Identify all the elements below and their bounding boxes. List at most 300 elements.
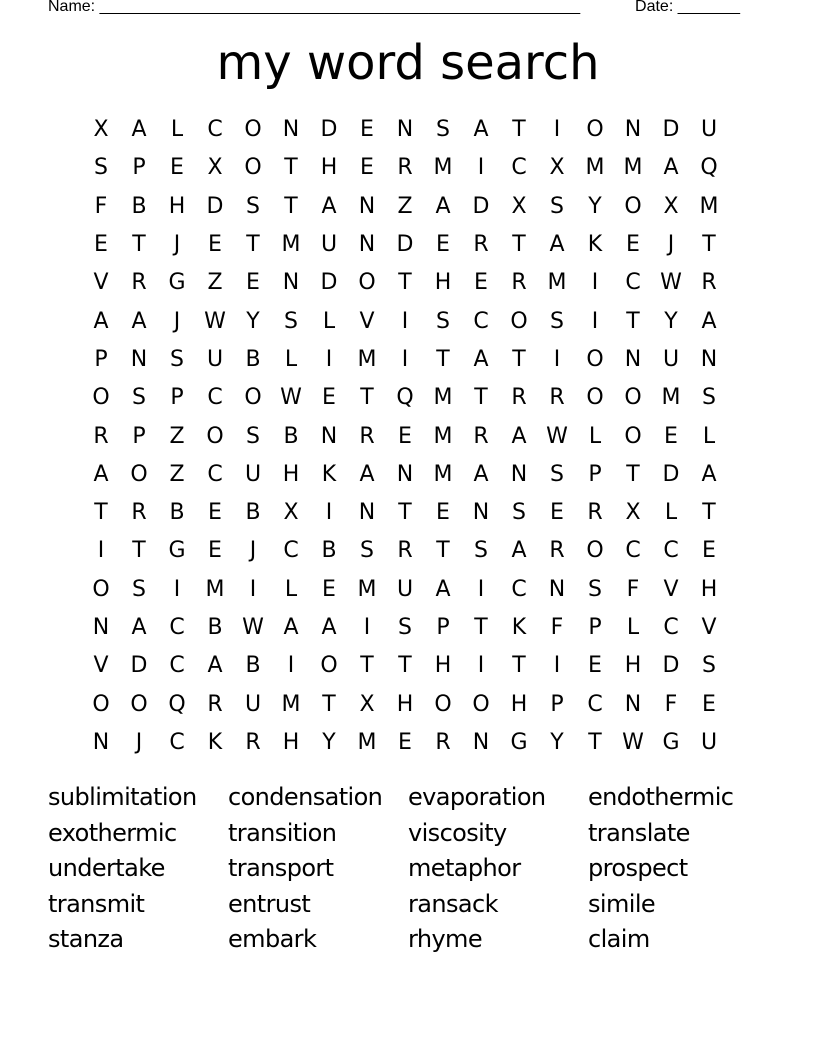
grid-cell: T [284,155,298,181]
word-list-item: transmit [48,889,145,918]
grid-cell: R [473,232,489,258]
grid-cell: U [244,691,262,717]
grid-cell: M [433,155,453,181]
word-list-item: transport [228,854,334,883]
grid-row [82,417,728,455]
grid-cell: B [321,538,337,564]
grid-cell: O [624,423,642,449]
grid-cell: N [700,346,718,372]
grid-cell: I [249,576,257,602]
grid-cell: T [512,232,526,258]
grid-cell: S [246,423,260,449]
grid-cell: O [320,653,338,679]
grid-cell: W [280,385,302,411]
grid-cell: E [360,155,374,181]
grid-cell: X [549,155,565,181]
grid-cell: N [92,729,110,755]
grid-cell: H [282,461,300,487]
grid-cell: D [206,193,224,219]
grid-cell: D [320,270,338,296]
grid-cell: I [553,117,561,143]
grid-cell: T [132,232,146,258]
word-list-item: simile [588,889,656,918]
word-list-item: exothermic [48,818,177,847]
word-list [48,780,768,958]
grid-cell: H [624,653,642,679]
grid-cell: J [173,232,181,258]
grid-cell: A [511,423,527,449]
grid-cell: K [511,615,527,640]
grid-cell: W [242,615,264,640]
grid-cell: I [553,653,561,679]
grid-cell: E [626,232,640,258]
word-list-item: endothermic [588,783,734,811]
grid-cell: L [284,346,298,372]
grid-cell: H [282,729,300,755]
word-list-item: sublimitation [48,783,197,811]
grid-cell: A [321,615,337,640]
grid-row [82,609,728,647]
grid-cell: A [663,155,679,181]
grid-cell: O [586,538,604,564]
grid-cell: C [663,538,679,564]
word-list-item: translate [588,818,690,847]
grid-cell: N [396,461,414,487]
grid-cell: B [245,346,261,372]
grid-cell: E [94,232,108,258]
grid-cell: O [624,193,642,219]
grid-cell: E [664,423,678,449]
grid-cell: D [662,117,680,143]
grid-cell: D [396,232,414,258]
grid-cell: C [587,691,603,717]
grid-cell: A [131,308,147,334]
grid-cell: J [249,538,257,564]
grid-cell: M [433,385,453,411]
grid-cell: I [287,653,295,679]
grid-row [82,647,728,685]
grid-cell: D [130,653,148,679]
grid-cell: N [624,691,642,717]
grid-cell: R [549,385,565,411]
grid-cell: C [625,538,641,564]
grid-cell: O [586,117,604,143]
grid-row [82,341,728,379]
grid-cell: T [512,653,526,679]
grid-cell: J [173,308,181,334]
grid-cell: L [322,308,336,334]
grid-cell: T [436,538,450,564]
grid-cell: N [548,576,566,602]
grid-cell: T [398,270,412,296]
grid-cell: Y [588,193,602,219]
grid-cell: V [359,308,375,334]
grid-cell: N [92,615,110,640]
grid-cell: P [170,385,184,411]
grid-cell: F [94,193,108,219]
grid-cell: I [363,615,371,640]
grid-cell: E [398,423,412,449]
grid-cell: Z [169,461,185,487]
grid-cell: N [624,346,642,372]
grid-cell: T [702,232,716,258]
grid-cell: H [434,653,452,679]
grid-cell: E [322,385,336,411]
grid-cell: L [588,423,602,449]
grid-cell: P [588,615,602,640]
grid-cell: O [92,691,110,717]
grid-cell: A [93,308,109,334]
word-list-item: entrust [228,889,311,918]
word-list-item: undertake [48,854,165,883]
grid-cell: M [357,346,377,372]
grid-cell: G [662,729,680,755]
grid-cell: P [550,691,564,717]
grid-cell: T [398,653,412,679]
grid-cell: E [474,270,488,296]
grid-cell: Q [700,155,718,181]
word-list-item: viscosity [408,818,507,847]
grid-cell: U [700,117,718,143]
grid-cell: C [169,729,185,755]
grid-cell: D [662,461,680,487]
grid-cell: T [702,500,716,526]
grid-cell: A [283,615,299,640]
grid-cell: C [207,461,223,487]
grid-row [82,494,728,532]
grid-cell: Y [322,729,336,755]
grid-cell: G [510,729,528,755]
grid-cell: X [93,117,109,143]
grid-cell: S [132,385,146,411]
grid-cell: R [587,500,603,526]
grid-cell: E [550,500,564,526]
grid-cell: Z [169,423,185,449]
grid-cell: T [626,461,640,487]
grid-cell: S [588,576,602,602]
grid-cell: A [435,193,451,219]
grid-cell: R [207,691,223,717]
grid-cell: S [398,615,412,640]
grid-cell: O [624,385,642,411]
grid-cell: R [131,500,147,526]
grid-cell: R [549,538,565,564]
grid-cell: O [92,576,110,602]
grid-cell: N [282,270,300,296]
grid-cell: I [401,346,409,372]
grid-cell: I [477,653,485,679]
grid-cell: M [433,461,453,487]
grid-cell: R [397,538,413,564]
grid-cell: N [510,461,528,487]
word-list-item: ransack [408,889,498,918]
grid-cell: C [473,308,489,334]
grid-cell: Z [207,270,223,296]
grid-cell: B [245,500,261,526]
grid-cell: X [359,691,375,717]
grid-cell: T [626,308,640,334]
word-list-item: stanza [48,925,124,954]
grid-cell: M [623,155,643,181]
grid-cell: R [131,270,147,296]
grid-cell: X [207,155,223,181]
grid-cell: E [436,500,450,526]
grid-cell: N [282,117,300,143]
grid-cell: U [396,576,414,602]
grid-cell: C [663,615,679,640]
grid-cell: A [473,461,489,487]
grid-cell: N [624,117,642,143]
grid-cell: A [131,117,147,143]
grid-cell: H [700,576,718,602]
grid-row [82,111,728,149]
grid-cell: N [358,232,376,258]
grid-cell: K [587,232,603,258]
name-field-label: Name: ______________________________________________________ [48,0,581,15]
grid-cell: X [283,500,299,526]
grid-cell: M [585,155,605,181]
grid-cell: Q [168,691,186,717]
grid-cell: S [512,500,526,526]
grid-cell: C [207,385,223,411]
grid-row [82,379,728,417]
grid-cell: V [663,576,679,602]
grid-cell: R [245,729,261,755]
grid-cell: H [396,691,414,717]
grid-cell: N [472,729,490,755]
grid-cell: N [320,423,338,449]
grid-cell: U [320,232,338,258]
grid-cell: C [169,653,185,679]
grid-cell: D [320,117,338,143]
grid-cell: O [244,155,262,181]
grid-cell: A [701,308,717,334]
word-list-item: prospect [588,854,688,883]
grid-cell: P [132,155,146,181]
grid-cell: A [93,461,109,487]
grid-cell: T [512,117,526,143]
grid-cell: A [549,232,565,258]
grid-cell: S [284,308,298,334]
grid-cell: O [244,385,262,411]
grid-cell: K [207,729,223,755]
grid-cell: Q [396,385,414,411]
grid-cell: T [94,500,108,526]
grid-cell: E [322,576,336,602]
grid-cell: S [170,346,184,372]
grid-cell: B [131,193,147,219]
grid-cell: D [472,193,490,219]
grid-cell: C [207,117,223,143]
grid-cell: O [434,691,452,717]
grid-cell: R [511,385,527,411]
grid-cell: O [586,385,604,411]
grid-cell: C [511,155,527,181]
grid-cell: B [283,423,299,449]
grid-cell: T [474,385,488,411]
grid-cell: A [359,461,375,487]
grid-cell: A [511,538,527,564]
header-line [48,0,740,17]
grid-cell: N [358,193,376,219]
grid-cell: I [477,155,485,181]
grid-cell: T [284,193,298,219]
grid-cell: E [360,117,374,143]
grid-cell: B [245,653,261,679]
grid-cell: S [550,308,564,334]
grid-cell: V [701,615,717,640]
grid-cell: R [435,729,451,755]
grid-cell: O [244,117,262,143]
grid-cell: O [206,423,224,449]
grid-row [82,302,728,340]
grid-cell: L [664,500,678,526]
grid-cell: H [434,270,452,296]
word-list-item: embark [228,925,317,954]
grid-cell: T [436,346,450,372]
grid-cell: L [170,117,184,143]
grid-cell: W [660,270,682,296]
grid-cell: C [169,615,185,640]
grid-cell: G [168,538,186,564]
letter-grid [82,111,728,762]
grid-cell: M [357,576,377,602]
grid-cell: M [281,691,301,717]
grid-cell: R [359,423,375,449]
grid-cell: O [92,385,110,411]
grid-cell: T [132,538,146,564]
grid-cell: I [477,576,485,602]
grid-cell: T [398,500,412,526]
grid-cell: E [588,653,602,679]
grid-cell: U [206,346,224,372]
grid-cell: W [546,423,568,449]
grid-cell: M [205,576,225,602]
grid-cell: R [93,423,109,449]
grid-cell: W [622,729,644,755]
word-list-item: evaporation [408,783,546,811]
grid-cell: S [94,155,108,181]
grid-cell: A [207,653,223,679]
page-title: my word search [216,35,600,91]
grid-cell: M [433,423,453,449]
grid-cell: E [702,691,716,717]
word-list-item: rhyme [408,925,483,954]
grid-cell: M [281,232,301,258]
grid-cell: E [208,232,222,258]
grid-cell: E [436,232,450,258]
grid-row [82,456,728,494]
grid-cell: R [511,270,527,296]
grid-cell: T [588,729,602,755]
grid-cell: S [550,193,564,219]
grid-cell: D [662,653,680,679]
grid-cell: H [320,155,338,181]
grid-cell: V [93,653,109,679]
grid-cell: L [702,423,716,449]
grid-cell: E [170,155,184,181]
grid-cell: E [208,538,222,564]
grid-cell: O [130,461,148,487]
word-list-item: claim [588,925,650,954]
grid-cell: U [662,346,680,372]
grid-cell: U [700,729,718,755]
grid-row [82,188,728,226]
grid-cell: L [626,615,640,640]
grid-cell: H [510,691,528,717]
grid-cell: B [207,615,223,640]
word-list-item: metaphor [408,854,521,883]
grid-cell: S [702,653,716,679]
grid-cell: N [396,117,414,143]
grid-cell: T [360,653,374,679]
grid-cell: J [135,729,143,755]
grid-row [82,226,728,264]
grid-cell: S [550,461,564,487]
grid-cell: M [699,193,719,219]
grid-cell: P [436,615,450,640]
grid-cell: S [360,538,374,564]
grid-cell: S [474,538,488,564]
grid-cell: Y [246,308,260,334]
grid-cell: T [360,385,374,411]
grid-cell: I [97,538,105,564]
grid-cell: F [550,615,564,640]
grid-cell: M [661,385,681,411]
grid-cell: Z [397,193,413,219]
grid-cell: K [321,461,337,487]
word-list-item: condensation [228,783,383,811]
grid-cell: A [473,346,489,372]
grid-cell: X [511,193,527,219]
grid-cell: F [626,576,640,602]
grid-cell: I [173,576,181,602]
grid-cell: F [664,691,678,717]
grid-cell: I [553,346,561,372]
grid-cell: L [284,576,298,602]
grid-cell: W [204,308,226,334]
grid-cell: E [398,729,412,755]
grid-row [82,685,728,723]
grid-cell: A [131,615,147,640]
date-field-label: Date: _______ [635,0,740,15]
grid-cell: A [701,461,717,487]
grid-cell: N [358,500,376,526]
grid-cell: S [246,193,260,219]
grid-cell: E [246,270,260,296]
grid-cell: Y [550,729,564,755]
grid-cell: I [591,270,599,296]
grid-cell: M [547,270,567,296]
grid-cell: E [702,538,716,564]
grid-cell: H [168,193,186,219]
grid-cell: C [283,538,299,564]
grid-cell: S [132,576,146,602]
grid-cell: X [663,193,679,219]
word-list-item: transition [228,818,337,847]
grid-cell: C [625,270,641,296]
grid-cell: T [474,615,488,640]
grid-row [82,724,728,762]
grid-cell: R [397,155,413,181]
grid-cell: O [472,691,490,717]
grid-cell: P [588,461,602,487]
grid-cell: R [701,270,717,296]
grid-cell: Y [664,308,678,334]
grid-row [82,149,728,187]
grid-cell: T [246,232,260,258]
grid-cell: N [472,500,490,526]
